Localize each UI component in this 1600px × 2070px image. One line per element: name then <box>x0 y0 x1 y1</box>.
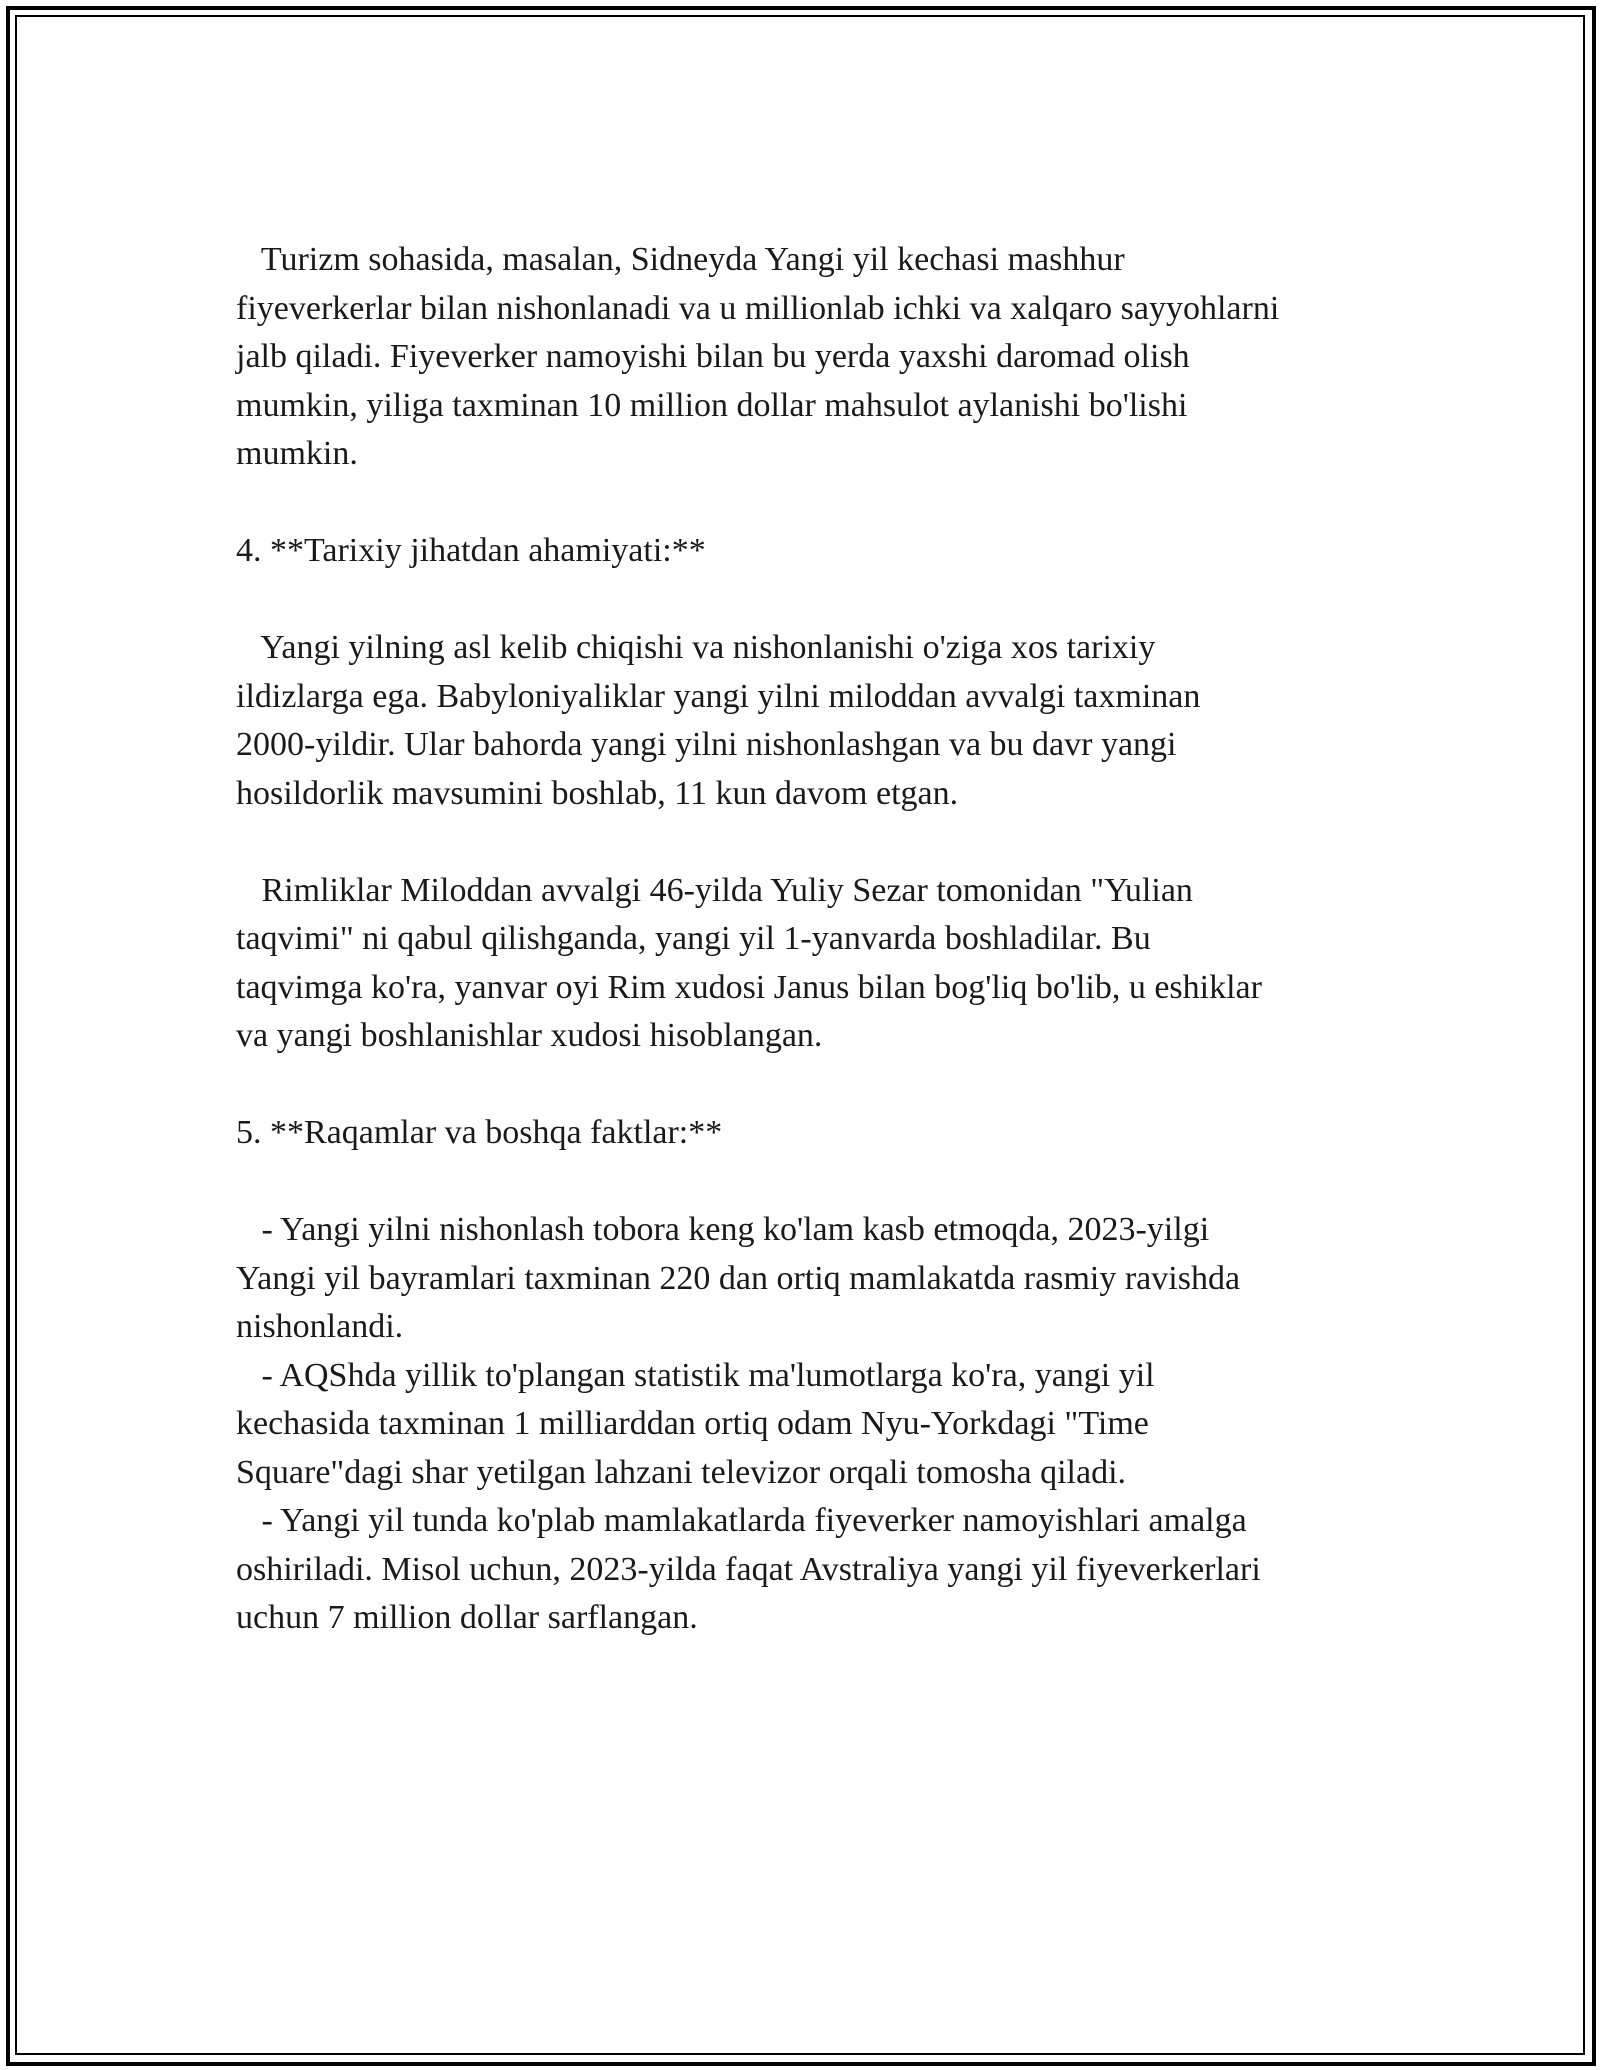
blank-line <box>236 479 1366 528</box>
list-item-line: - Yangi yilni nishonlash tobora keng ko'lam kasb etmoqda, 2023-yilgi <box>236 1211 1210 1248</box>
text-line: hosildorlik mavsumini boshlab, 11 kun davom etgan. <box>236 774 959 812</box>
document-body <box>236 236 1366 1643</box>
facts-list <box>236 1206 1366 1643</box>
text-line: taqvimi" ni qabul qilishganda, yangi yil 1-yanvarda boshladilar. Bu <box>236 920 1151 957</box>
blank-line <box>236 1061 1366 1110</box>
list-item-line: Square"dagi shar yetilgan lahzani televizor orqali tomosha qiladi. <box>236 1453 1127 1491</box>
text-line: 2000-yildir. Ular bahorda yangi yilni nishonlashgan va bu davr yangi <box>236 726 1177 763</box>
list-item-line: - AQShda yillik to'plangan statistik ma'lumotlarga ko'ra, yangi yil <box>236 1356 1155 1394</box>
list-item-line: kechasida taxminan 1 milliarddan ortiq odam Nyu-Yorkdagi "Time <box>236 1405 1149 1442</box>
text-line: Rimliklar Miloddan avvalgi 46-yilda Yuliy Sezar tomonidan "Yulian <box>236 871 1193 909</box>
list-item-line: Yangi yil bayramlari taxminan 220 dan ortiq mamlakatda rasmiy ravishda <box>236 1259 1241 1297</box>
text-line: va yangi boshlanishlar xudosi hisoblangan. <box>236 1017 823 1054</box>
paragraph-history-origins <box>236 624 1366 818</box>
section-heading-5: 5. **Raqamlar va boshqa faktlar:** <box>236 1114 723 1151</box>
paragraph-history-roman <box>236 867 1366 1061</box>
blank-line <box>236 1158 1366 1207</box>
text-line: Turizm sohasida, masalan, Sidneyda Yangi yil kechasi mashhur <box>236 241 1125 278</box>
list-item-line: nishonlandi. <box>236 1308 404 1345</box>
text-line: jalb qiladi. Fiyeverker namoyishi bilan bu yerda yaxshi daromad olish <box>236 338 1190 375</box>
text-line: fiyeverkerlar bilan nishonlanadi va u millionlab ichki va xalqaro sayyohlarni <box>236 289 1280 327</box>
list-item-line: - Yangi yil tunda ko'plab mamlakatlarda fiyeverker namoyishlari amalga <box>236 1502 1247 1539</box>
section-heading-4: 4. **Tarixiy jihatdan ahamiyati:** <box>236 532 706 569</box>
text-line: ildizlarga ega. Babyloniyaliklar yangi yilni miloddan avvalgi taxminan <box>236 677 1201 715</box>
text-line: mumkin, yiliga taxminan 10 million dollar mahsulot aylanishi bo'lishi <box>236 386 1188 424</box>
blank-line <box>236 818 1366 867</box>
list-item-line: oshiriladi. Misol uchun, 2023-yilda faqat Avstraliya yangi yil fiyeverkerlari <box>236 1550 1261 1588</box>
paragraph-tourism <box>236 236 1366 479</box>
blank-line <box>236 576 1366 625</box>
text-line: taqvimga ko'ra, yanvar oyi Rim xudosi Janus bilan bog'liq bo'lib, u eshiklar <box>236 968 1262 1006</box>
text-line: Yangi yilning asl kelib chiqishi va nishonlanishi o'ziga xos tarixiy <box>236 629 1156 666</box>
list-item-line: uchun 7 million dollar sarflangan. <box>236 1599 698 1636</box>
text-line: mumkin. <box>236 435 358 472</box>
